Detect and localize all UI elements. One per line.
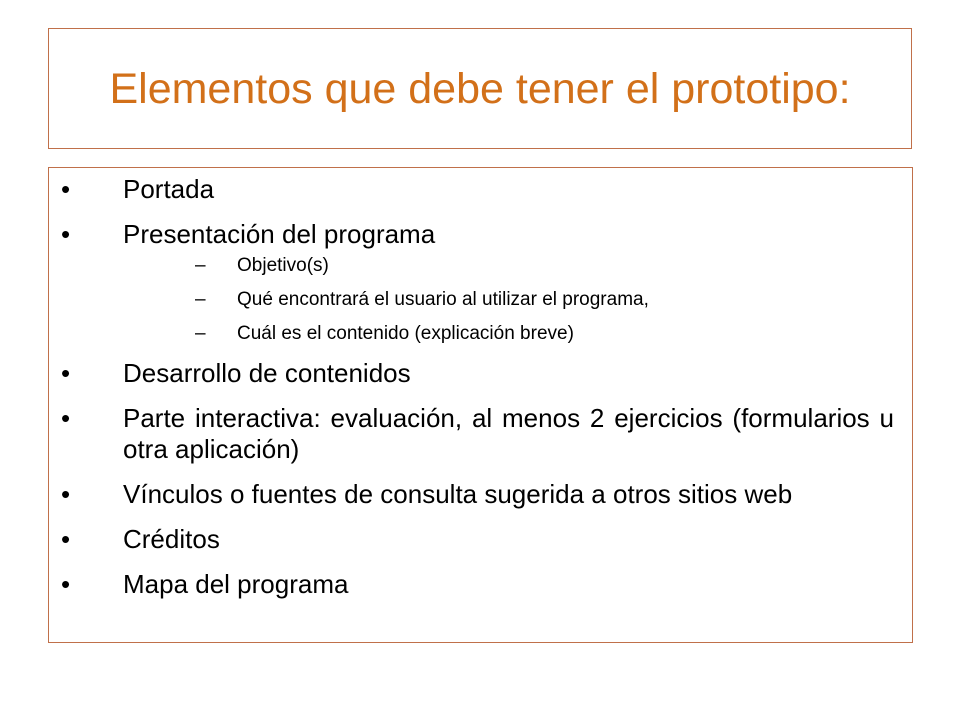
list-item-presentacion xyxy=(49,219,912,346)
sub-item-objetivos xyxy=(123,254,894,278)
bullet-icon: • xyxy=(61,479,71,509)
title-frame xyxy=(48,28,912,149)
list-item-label: Parte interactiva: evaluación, al menos 2 ejercicios (formularios u otra aplicación) xyxy=(123,403,894,464)
sub-item-label: Objetivo(s) xyxy=(237,255,329,276)
bullet-icon: • xyxy=(61,524,71,554)
list-item-label: Mapa del programa xyxy=(123,569,349,599)
list-item-portada xyxy=(49,174,912,205)
sub-list xyxy=(123,254,894,346)
bullet-icon: • xyxy=(61,358,71,388)
list-item-label: Presentación del programa xyxy=(123,219,436,249)
sub-item-label: Cuál es el contenido (explicación breve) xyxy=(237,323,574,344)
list-item-label: Portada xyxy=(123,174,215,204)
list-item-label: Desarrollo de contenidos xyxy=(123,358,411,388)
slide-title: Elementos que debe tener el prototipo: xyxy=(109,65,851,113)
sub-item-que-encontrara xyxy=(123,288,894,312)
bullet-icon: • xyxy=(61,219,71,249)
bullet-icon: • xyxy=(61,174,71,204)
list-item-mapa xyxy=(49,569,912,600)
bullet-icon: • xyxy=(61,569,71,599)
list-item-label: Créditos xyxy=(123,524,220,554)
list-item-creditos xyxy=(49,524,912,555)
dash-icon: – xyxy=(195,289,206,310)
list-item-desarrollo xyxy=(49,358,912,389)
list-item-parte-interactiva xyxy=(49,403,912,465)
dash-icon: – xyxy=(195,323,206,344)
dash-icon: – xyxy=(195,255,206,276)
bullet-icon: • xyxy=(61,403,71,433)
list-item-vinculos xyxy=(49,479,912,510)
content-frame xyxy=(48,167,913,643)
list-item-label: Vínculos o fuentes de consulta sugerida a otros sitios web xyxy=(123,479,793,509)
sub-item-contenido xyxy=(123,322,894,346)
bullet-list xyxy=(49,174,912,614)
sub-item-label: Qué encontrará el usuario al utilizar el programa, xyxy=(237,289,649,310)
